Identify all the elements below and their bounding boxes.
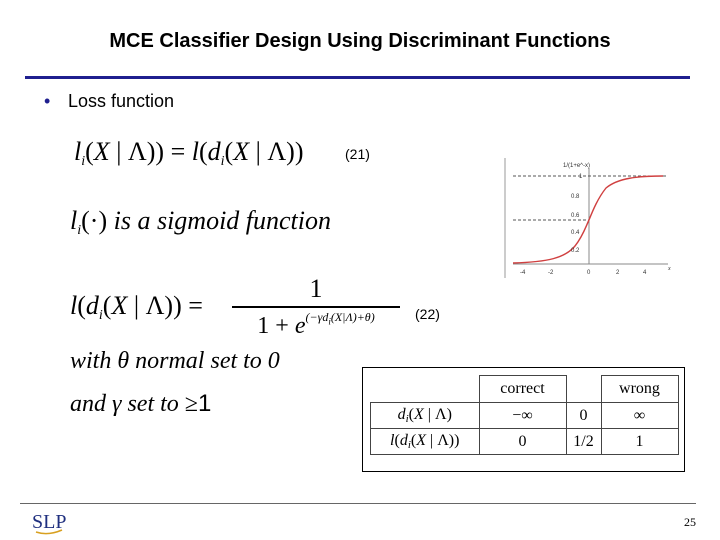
table-row-header-ldi: l(di(X | Λ)) xyxy=(371,429,480,455)
sigmoid-statement: $l_i(\cdot)$ is a sigmoid function xyxy=(70,206,332,238)
table-cell: ∞ xyxy=(601,403,678,429)
gamma-note xyxy=(70,390,211,418)
plot-x-tick-neg4: -4 xyxy=(520,270,526,276)
plot-label: 1/(1+e^-x) xyxy=(563,163,590,169)
plot-x-tick-0: 0 xyxy=(587,270,591,276)
equation-22-fraction xyxy=(232,275,400,340)
fraction-numerator: 1 xyxy=(309,274,323,303)
table-cell: 1/2 xyxy=(566,429,601,455)
table-row-header-di: di(X | Λ) xyxy=(371,403,480,429)
table-corner-cell xyxy=(371,376,480,403)
bullet-dot-icon: • xyxy=(44,91,51,111)
plot-x-tick-4: 4 xyxy=(643,270,647,276)
plot-y-tick-0.6: 0.6 xyxy=(571,213,580,219)
slp-logo-icon xyxy=(30,506,66,536)
theta-note: with θ normal set to 0 xyxy=(70,348,280,374)
title-underline xyxy=(25,76,690,79)
loss-table xyxy=(370,375,679,455)
table-cell: 1 xyxy=(601,429,678,455)
plot-x-label: x xyxy=(668,266,671,272)
page-number: 25 xyxy=(684,515,696,529)
plot-x-tick-neg2: -2 xyxy=(548,270,554,276)
equation-21: $l_i(X$ | $\Lambda)) = l(d_i(X$ | Λ)) xyxy=(74,137,304,169)
gamma-note-value: 1 xyxy=(197,390,212,417)
equation-22-lhs: $l(d_i(X$ | Λ)) = xyxy=(70,291,203,323)
table-header-correct: correct xyxy=(479,376,566,403)
table-cell: 0 xyxy=(566,403,601,429)
plot-y-tick-0.4: 0.4 xyxy=(571,230,580,236)
fraction-bar xyxy=(232,306,400,308)
plot-y-tick-1: 1 xyxy=(579,174,583,180)
bullet-loss-function xyxy=(44,91,174,112)
table-row xyxy=(371,429,679,455)
logo-text: SLP xyxy=(32,511,66,533)
table-row xyxy=(371,403,679,429)
plot-y-tick-0.2: 0.2 xyxy=(571,248,580,254)
footer-rule xyxy=(20,503,696,504)
table-cell: 0 xyxy=(479,429,566,455)
slide-title: MCE Classifier Design Using Discriminant Functions xyxy=(109,30,611,52)
table-header-row xyxy=(371,376,679,403)
equation-21-number: (21) xyxy=(345,146,370,162)
plot-y-tick-0.8: 0.8 xyxy=(571,194,580,200)
equation-22-number: (22) xyxy=(415,306,440,322)
sigmoid-text: is a sigmoid function xyxy=(113,206,332,235)
sigmoid-plot xyxy=(503,158,678,278)
table-cell: −∞ xyxy=(479,403,566,429)
plot-x-tick-2: 2 xyxy=(616,270,620,276)
table-header-spacer xyxy=(566,376,601,403)
bullet-text: Loss function xyxy=(68,91,175,111)
table-header-wrong: wrong xyxy=(601,376,678,403)
fraction-denominator: $1 + e^{(-\gamma d_i(X|\Lambda)+\theta)}$ xyxy=(257,309,375,339)
gamma-note-text: and γ set to ≥ xyxy=(70,391,198,417)
